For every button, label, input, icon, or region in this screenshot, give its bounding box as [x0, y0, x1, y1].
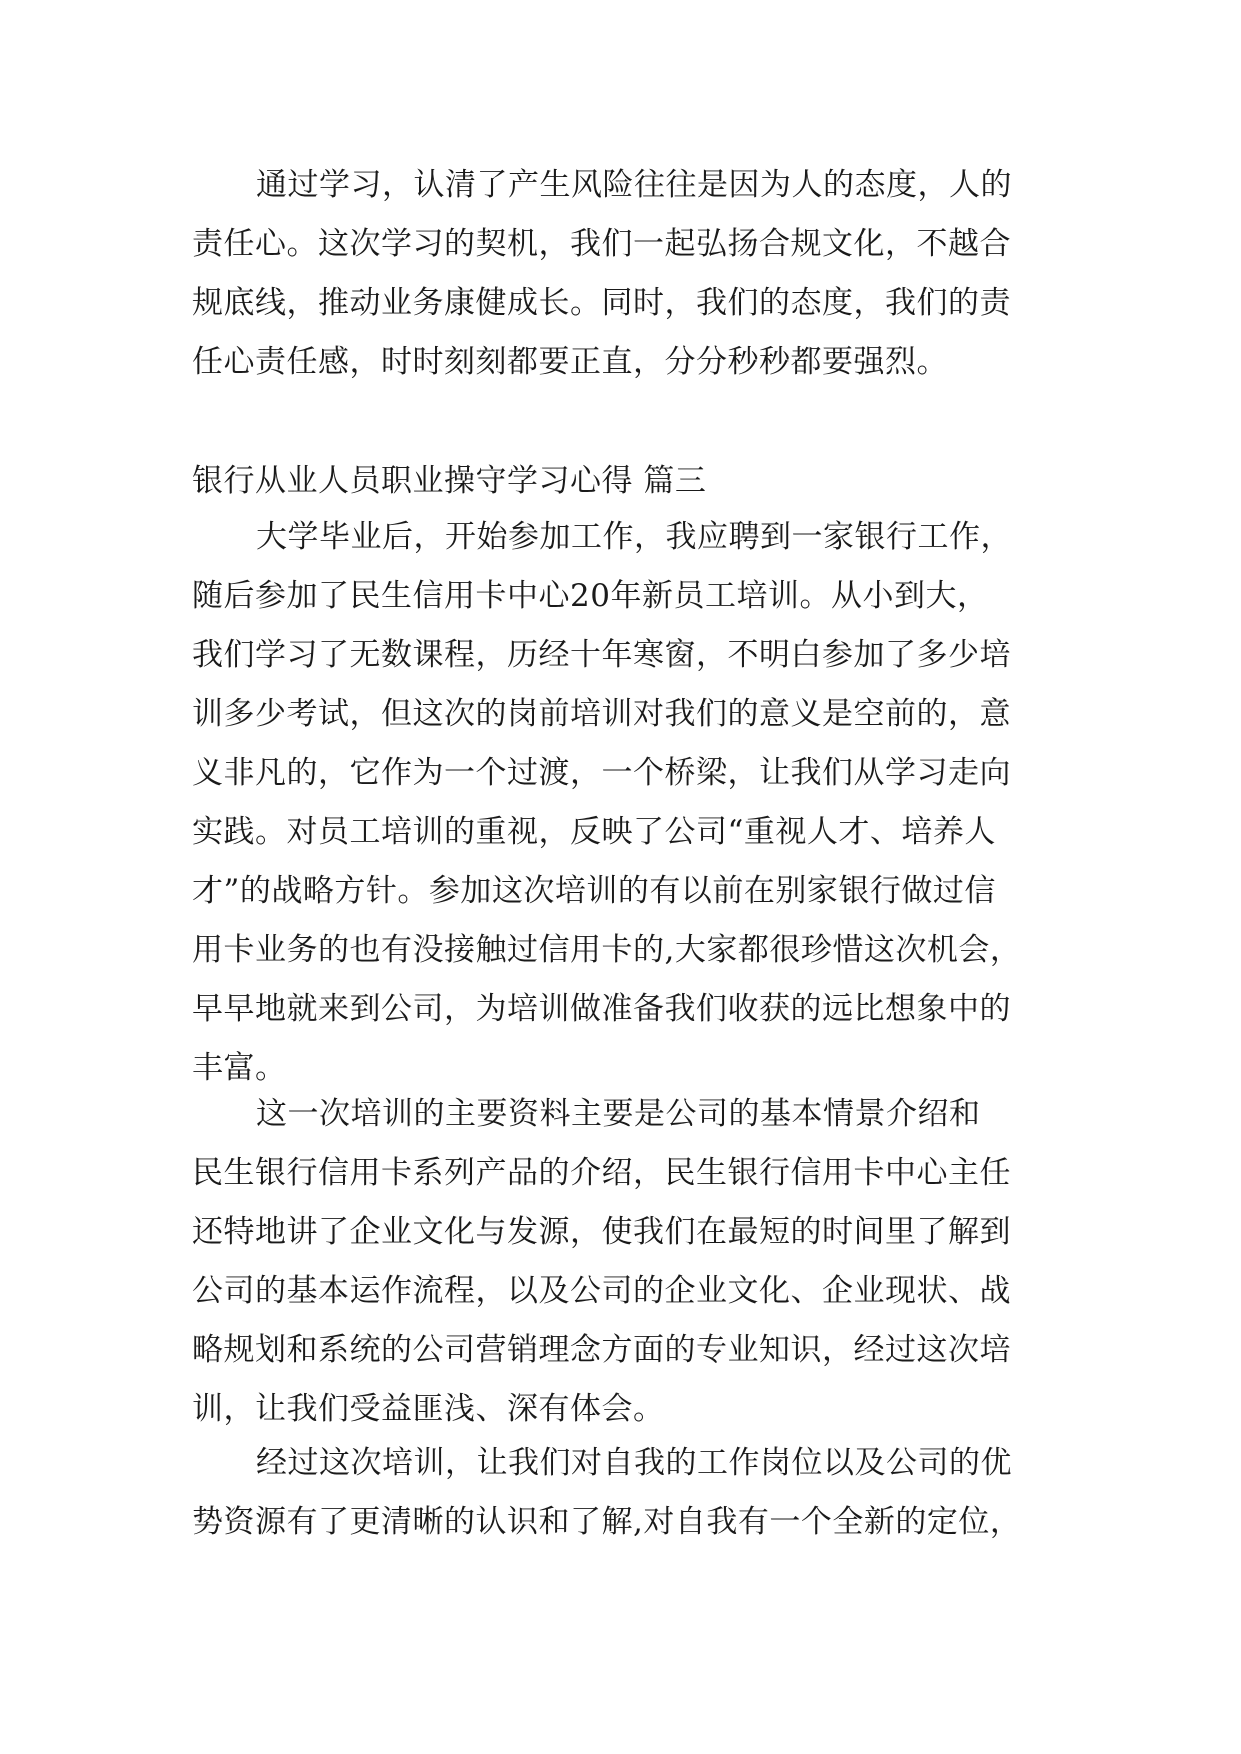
text-line: 实践。对员工培训的重视，反映了公司“重视人才、培养人: [192, 814, 996, 850]
text-line: 用卡业务的也有没接触过信用卡的,大家都很珍惜这次机会，: [192, 932, 1022, 968]
text-line: 大学毕业后，开始参加工作，我应聘到一家银行工作，: [256, 519, 1012, 555]
text-line: 规底线，推动业务康健成长。同时，我们的态度，我们的责: [192, 285, 1011, 321]
text-line: 公司的基本运作流程，以及公司的企业文化、企业现状、战: [192, 1273, 1011, 1309]
paragraph-4: [192, 1434, 1052, 1552]
text-line: 责任心。这次学习的契机，我们一起弘扬合规文化，不越合: [192, 226, 1011, 262]
text-line: 略规划和系统的公司营销理念方面的专业知识，经过这次培: [192, 1332, 1011, 1368]
text-line: 义非凡的，它作为一个过渡，一个桥梁，让我们从学习走向: [192, 755, 1011, 791]
text-line: 才”的战略方针。参加这次培训的有以前在别家银行做过信: [192, 873, 996, 909]
text-line: 这一次培训的主要资料主要是公司的基本情景介绍和: [256, 1096, 981, 1132]
text-line: 还特地讲了企业文化与发源，使我们在最短的时间里了解到: [192, 1214, 1011, 1250]
text-line: 训多少考试，但这次的岗前培训对我们的意义是空前的，意: [192, 696, 1011, 732]
paragraph-2: [192, 508, 1052, 1098]
text-line: 早早地就来到公司，为培训做准备我们收获的远比想象中的: [192, 991, 1011, 1027]
text-line: 我们学习了无数课程，历经十年寒窗，不明白参加了多少培: [192, 637, 1011, 673]
paragraph-3: [192, 1085, 1052, 1439]
text-line: 丰富。: [192, 1050, 287, 1086]
heading-text: 银行从业人员职业操守学习心得 篇三: [192, 463, 707, 499]
text-line: 通过学习，认清了产生风险往往是因为人的态度，人的: [256, 167, 1012, 203]
text-line: 经过这次培训，让我们对自我的工作岗位以及公司的优: [256, 1445, 1012, 1481]
text-line: 势资源有了更清晰的认识和了解,对自我有一个全新的定位，: [192, 1504, 1022, 1540]
paragraph-1: [192, 156, 1052, 392]
text-line: 随后参加了民生信用卡中心20年新员工培训。从小到大，: [192, 578, 989, 614]
text-line: 民生银行信用卡系列产品的介绍，民生银行信用卡中心主任: [192, 1155, 1011, 1191]
text-line: 训，让我们受益匪浅、深有体会。: [192, 1391, 665, 1427]
section-heading: [192, 452, 1052, 511]
text-line: 任心责任感，时时刻刻都要正直，分分秒秒都要强烈。: [192, 344, 948, 380]
